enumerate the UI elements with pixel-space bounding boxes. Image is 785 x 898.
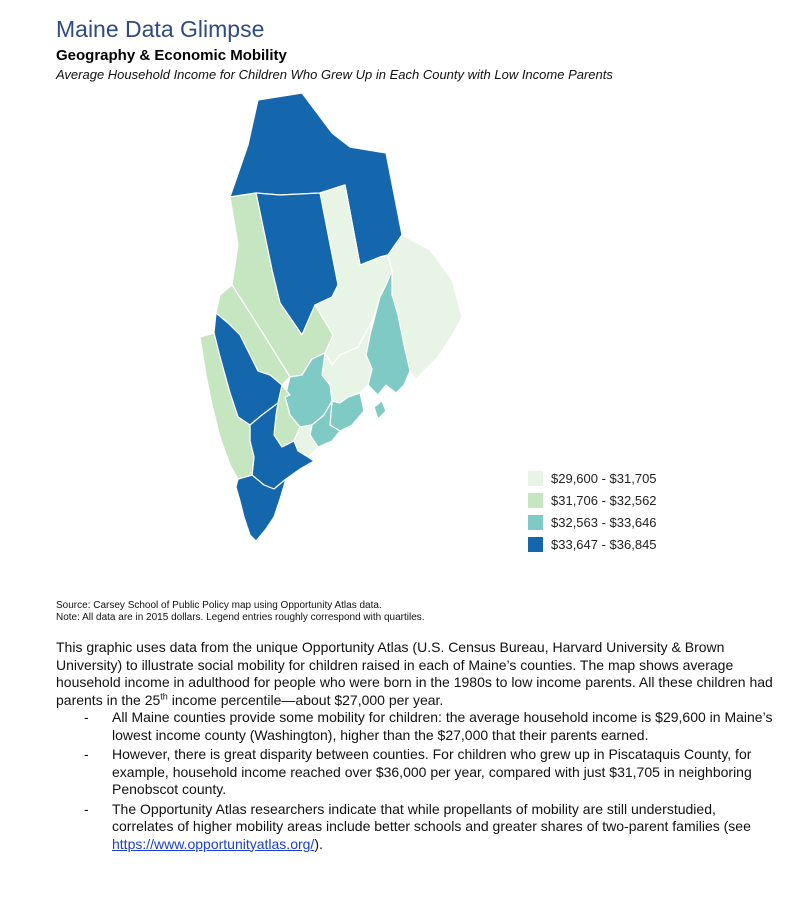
- bullet-item: [84, 801, 776, 854]
- county-york: [236, 475, 286, 541]
- legend-label: $29,600 - $31,705: [551, 470, 657, 486]
- legend-item: [528, 489, 708, 511]
- intro-paragraph: [56, 639, 776, 709]
- legend-swatch: [528, 471, 543, 486]
- legend-swatch: [528, 537, 543, 552]
- maine-county-map: [190, 85, 570, 555]
- map-legend: [528, 467, 708, 555]
- legend-swatch: [528, 493, 543, 508]
- bullet-list: [56, 709, 776, 853]
- bullet-text-a: The Opportunity Atlas researchers indicate that while propellants of mobility are still understudied, correlates of higher mobility areas include better schools and greater shares of two-parent families (see: [112, 800, 751, 834]
- opportunity-atlas-link[interactable]: https://www.opportunityatlas.org/: [112, 835, 315, 852]
- source-notes: [56, 600, 736, 624]
- bullet-text-b: ).: [314, 835, 323, 852]
- page-subtitle: Geography & Economic Mobility: [56, 47, 287, 64]
- legend-label: $32,563 - $33,646: [551, 514, 657, 530]
- bullet-item: - However, there is great disparity between counties. For children who grew up in Piscataquis County, for example, household income reached over $36,000 per year, compared with just $31,705 in neighboring Penobscot county.: [84, 746, 776, 799]
- legend-item: [528, 511, 708, 533]
- source-line: Source: Carsey School of Public Policy map using Opportunity Atlas data.: [56, 600, 382, 611]
- bullet-item: - All Maine counties provide some mobility for children: the average household income is $29,600 in Maine’s lowest income county (Washington), higher than the $27,000 that their parents earned.: [84, 709, 776, 744]
- legend-item: [528, 533, 708, 555]
- legend-label: $31,706 - $32,562: [551, 492, 657, 508]
- county-hancock-island: [374, 401, 386, 419]
- legend-item: [528, 467, 708, 489]
- intro-superscript: th: [160, 690, 168, 701]
- note-line: Note: All data are in 2015 dollars. Legend entries roughly correspond with quartiles.: [56, 612, 425, 623]
- legend-label: $33,647 - $36,845: [551, 536, 657, 552]
- intro-text-b: income percentile—about $27,000 per year.: [167, 691, 444, 708]
- legend-swatch: [528, 515, 543, 530]
- body-text: [56, 639, 776, 855]
- map-caption: Average Household Income for Children Who Grew Up in Each County with Low Income Parents: [56, 67, 613, 82]
- brand-title: Maine Data Glimpse: [56, 16, 265, 42]
- intro-text-a: This graphic uses data from the unique Opportunity Atlas (U.S. Census Bureau, Harvard University & Brown University) to illustrate social mobility for children raised in each of Maine’s counties. The map shows average household income in adulthood for people who were born in the 1980s to low income parents. All these children had parents in the 25: [56, 639, 773, 708]
